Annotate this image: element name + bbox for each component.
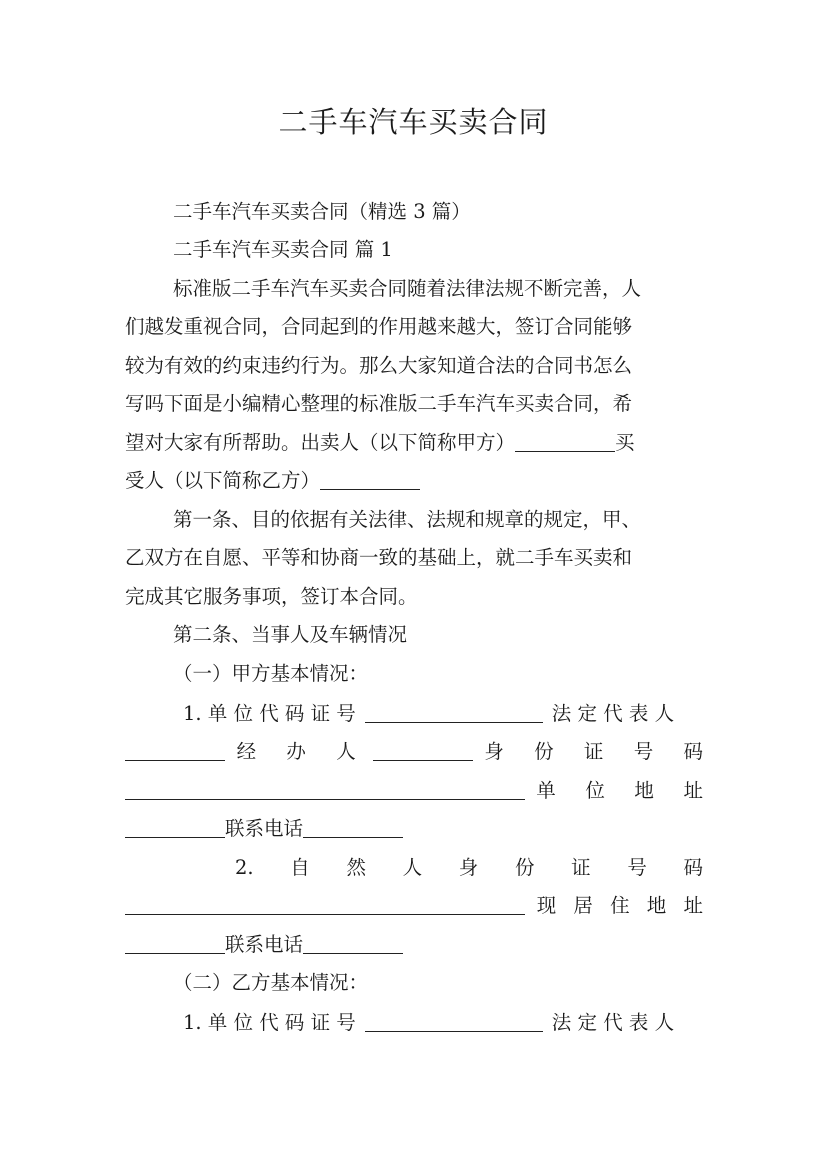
agent-blank[interactable]	[373, 742, 473, 761]
intro-line-4: 写吗下面是小编精心整理的标准版二手车汽车买卖合同，希	[125, 392, 633, 415]
org-code-label-b: 1. 单 位 代 码 证 号	[183, 1011, 356, 1034]
article1-line-2: 乙双方在自愿、平等和协商一致的基础上，就二手车买卖和	[125, 546, 633, 569]
party-b-org-line	[125, 1011, 703, 1035]
agent-label: 经 办 人	[236, 740, 362, 763]
seller-line-end: 买	[615, 431, 635, 454]
phone-blank-2[interactable]	[303, 935, 403, 954]
org-code-label: 1. 单 位 代 码 证 号	[183, 702, 356, 725]
article1-line-3: 完成其它服务事项，签订本合同。	[125, 585, 418, 608]
residence-line	[125, 894, 703, 918]
party-a-agent-line	[125, 740, 703, 764]
phone-label-2: 联系电话	[225, 933, 304, 956]
buyer-blank[interactable]	[320, 471, 420, 490]
seller-line	[125, 431, 703, 455]
phone-blank[interactable]	[303, 819, 403, 838]
legal-rep-label-b: 法 定 代 表 人	[551, 1011, 675, 1034]
article1-line-1: 第一条、目的依据有关法律、法规和规章的规定，甲、	[173, 508, 642, 531]
id-number-blank[interactable]	[125, 781, 525, 800]
unit-address-blank[interactable]	[125, 819, 225, 838]
party-a-phone-line-2	[125, 933, 703, 957]
article2-heading: 第二条、当事人及车辆情况	[173, 623, 408, 646]
residence-blank[interactable]	[125, 935, 225, 954]
seller-blank[interactable]	[515, 433, 615, 452]
id-number-label: 身 份 证 号 码	[484, 740, 703, 763]
legal-rep-blank[interactable]	[125, 742, 225, 761]
party-a-org-line	[125, 702, 703, 726]
intro-line-1: 标准版二手车汽车买卖合同随着法律法规不断完善，人	[173, 277, 642, 300]
party-a-phone-line	[125, 817, 703, 841]
seller-label: 望对大家有所帮助。出卖人（以下简称甲方）	[125, 431, 516, 454]
legal-rep-label: 法 定 代 表 人	[551, 702, 675, 725]
phone-label: 联系电话	[225, 817, 304, 840]
unit-address-label: 单 位 地 址	[536, 779, 703, 802]
natural-id-blank[interactable]	[125, 896, 525, 915]
buyer-label: 受人（以下简称乙方）	[125, 469, 321, 492]
residence-label: 现 居 住 地 址	[536, 894, 703, 917]
section-heading: 二手车汽车买卖合同 篇 1	[173, 238, 393, 261]
intro-line-2: 们越发重视合同，合同起到的作用越来越大，签订合同能够	[125, 315, 633, 338]
document-title: 二手车汽车买卖合同	[278, 105, 549, 139]
org-code-blank-b[interactable]	[365, 1013, 543, 1032]
org-code-blank[interactable]	[365, 704, 543, 723]
party-a-address-line	[125, 779, 703, 803]
natural-person-line: 2. 自 然 人 身 份 证 号 码	[235, 856, 703, 879]
buyer-line	[125, 469, 703, 493]
intro-line-3: 较为有效的约束违约行为。那么大家知道合法的合同书怎么	[125, 354, 633, 377]
subtitle: 二手车汽车买卖合同（精选 3 篇）	[173, 200, 471, 223]
party-b-heading: （二）乙方基本情况：	[173, 971, 369, 994]
party-a-heading: （一）甲方基本情况：	[173, 662, 369, 685]
